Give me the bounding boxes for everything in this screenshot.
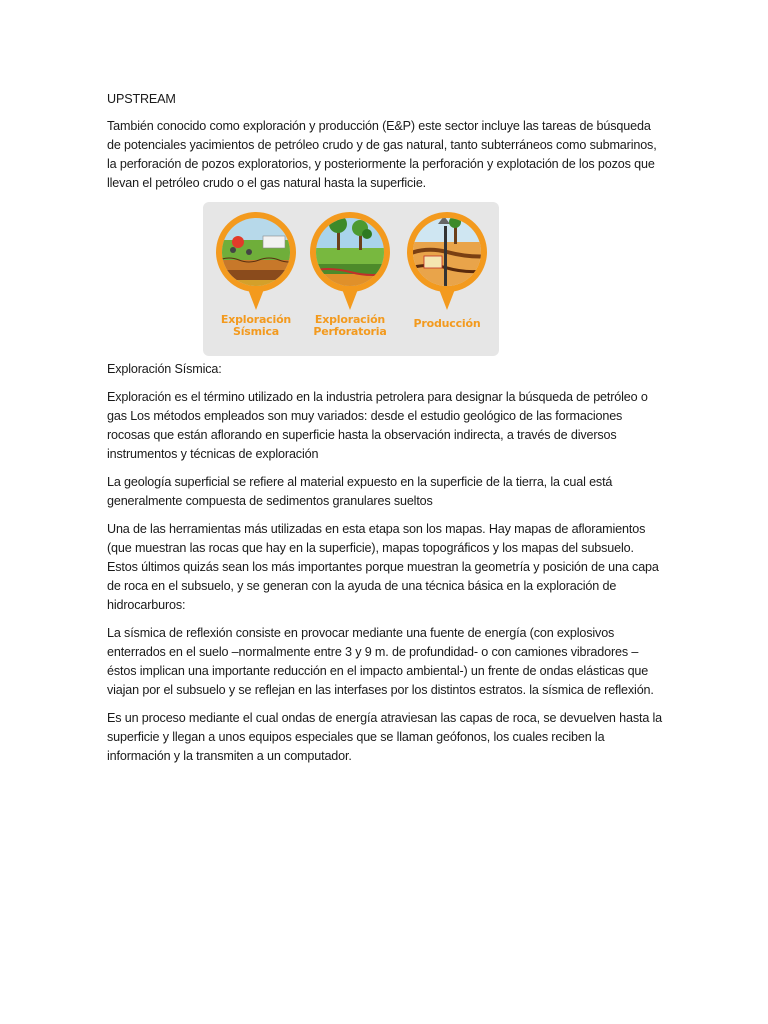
stage-production bbox=[402, 212, 492, 330]
document-page bbox=[107, 90, 663, 775]
paragraph-reflection-seismic: La sísmica de reflexión consiste en provocar mediante una fuente de energía (con explosivos enterrados en el suelo –normalmente entre 3 y 9 m. de profundidad- o con camiones vibradores – éstos implican una importante reducción en el impacto ambiental-) un frente de ondas elásticas que viajan por el subsuelo y se reflejan en las interfases por los distintos estratos. la sísmica de reflexión. bbox=[107, 626, 654, 697]
seismic-exploration-icon bbox=[213, 212, 299, 312]
stage-seismic bbox=[211, 212, 301, 338]
stage-drilling-label: Exploración Perforatoria bbox=[313, 313, 387, 338]
stage-production-label: Producción bbox=[413, 317, 481, 330]
paragraph-surface-geology: La geología superficial se refiere al material expuesto en la superficie de la tierra, la cual está generalmente compuesta de sedimentos granulares sueltos bbox=[107, 475, 613, 508]
document-heading: UPSTREAM bbox=[107, 92, 176, 106]
upstream-stages-figure bbox=[203, 202, 499, 356]
intro-paragraph: También conocido como exploración y producción (E&P) este sector incluye las tareas de búsqueda de potenciales yacimientos de petróleo crudo y de gas natural, tanto subterráneos como submarinos, la perforación de pozos exploratorios, y posteriormente la perforación y explotación de los pozos que llevan el petróleo crudo o el gas natural hasta la superficie. bbox=[107, 119, 657, 190]
paragraph-geophones: Es un proceso mediante el cual ondas de energía atraviesan las capas de roca, se devuelven hasta la superficie y llegan a unos equipos especiales que se llaman geófonos, los cuales reciben la información y la transmiten a un computador. bbox=[107, 711, 663, 763]
section-title: Exploración Sísmica: bbox=[107, 362, 222, 376]
paragraph-exploration: Exploración es el término utilizado en la industria petrolera para designar la búsqueda de petróleo o gas Los métodos empleados son muy variados: desde el estudio geológico de las formaciones rocosas que están aflorando en superficie hasta la observación indirecta, a través de diversos instrumentos y técnicas de exploración bbox=[107, 390, 648, 461]
stage-seismic-label: Exploración Sísmica bbox=[220, 313, 292, 338]
production-icon bbox=[404, 212, 490, 312]
paragraph-maps: Una de las herramientas más utilizadas en esta etapa son los mapas. Hay mapas de afloramientos (que muestran las rocas que hay en la superficie), mapas topográficos y los mapas del subsuelo. Estos últimos quizás sean los más importantes porque muestran la geometría y posición de una capa de roca en el subsuelo, y se generan con la ayuda de una técnica básica en la exploración de hidrocarburos: bbox=[107, 522, 659, 612]
stage-drilling bbox=[305, 212, 395, 338]
drilling-exploration-icon bbox=[307, 212, 393, 312]
